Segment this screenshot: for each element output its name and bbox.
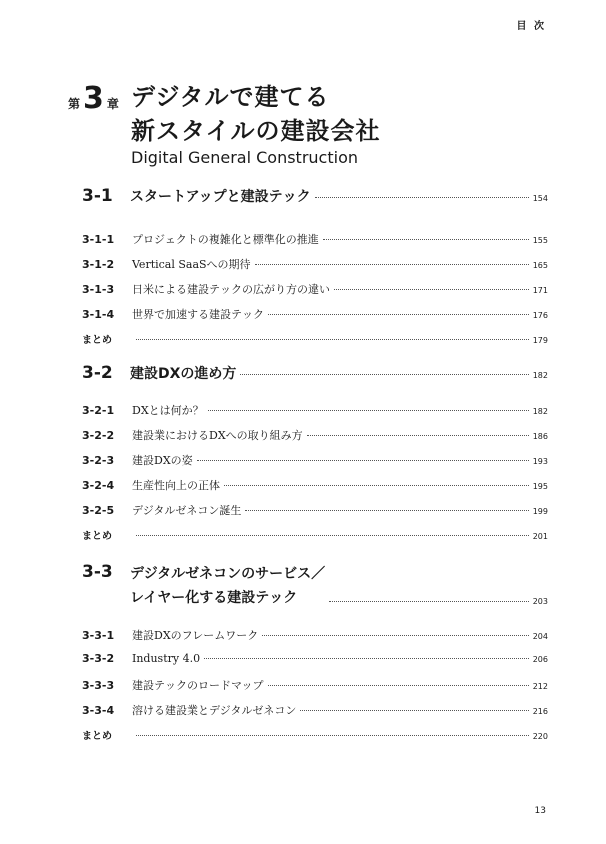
toc-number: 3-2 [82,363,113,383]
toc-page: 193 [532,457,548,466]
toc-title: 世界で加速する建設テック [132,308,264,321]
toc-page: 220 [532,732,548,741]
toc-number: まとめ [82,731,112,742]
toc-page: 165 [532,261,548,270]
toc-number: 3-2-4 [82,479,115,492]
toc-title: DXとは何か？ [132,404,204,417]
chapter-number: 3 [83,81,104,116]
toc-item-3-3-4[interactable] [82,702,548,718]
toc-summary-3-1[interactable] [82,331,548,346]
toc-item-3-1-3[interactable] [82,281,548,297]
toc-summary-3-3[interactable] [82,727,548,742]
toc-number: 3-2-1 [82,404,115,417]
toc-page: 212 [532,682,548,691]
toc-page: 182 [532,371,548,380]
dot-leader [197,460,529,461]
chapter-prefix: 第 [68,97,81,111]
dot-leader [300,710,528,711]
toc-number: 3-3-1 [82,629,115,642]
toc-number: 3-1-2 [82,258,115,271]
toc-item-3-2-3[interactable] [82,452,548,468]
dot-leader [307,435,529,436]
toc-item-3-1-2[interactable] [82,256,548,272]
toc-title: 建設DXの進め方 [130,366,237,382]
header-label: 目 次 [516,21,546,32]
toc-page: 171 [532,286,548,295]
toc-number: 3-1-3 [82,283,115,296]
chapter-suffix: 章 [106,97,119,111]
dot-leader [323,239,529,240]
toc-number: 3-1 [82,186,113,206]
toc-item-3-2-2[interactable] [82,427,548,443]
toc-number: 3-3-3 [82,679,115,692]
toc-title: 日米による建設テックの広がり方の違い [132,283,330,296]
chapter-title-english: Digital General Construction [131,148,358,167]
toc-page: 154 [532,194,548,203]
toc-item-3-2-1[interactable] [82,402,548,418]
toc-title: Industry 4.0 [132,652,201,665]
toc-title-line1: デジタルゼネコンのサービス／ [130,566,326,582]
chapter-title-line2: 新スタイルの建設会社 [131,117,381,145]
toc-number: 3-2-5 [82,504,115,517]
toc-item-3-3-1[interactable] [82,627,548,643]
toc-number: 3-2-3 [82,454,115,467]
toc-page: 206 [532,655,548,664]
dot-leader [240,374,528,375]
dot-leader [262,635,529,636]
toc-page: 195 [532,482,548,491]
toc-section-3-2[interactable] [82,363,548,383]
toc-summary-3-2[interactable] [82,527,548,542]
dot-leader [136,339,529,340]
toc-title: 建設DXのフレームワーク [132,629,259,642]
dot-leader [136,735,529,736]
chapter-title [131,80,381,148]
toc-item-3-3-2[interactable] [82,652,548,665]
dot-leader [334,289,529,290]
toc-section-3-3[interactable] [82,562,548,610]
toc-title: Vertical SaaSへの期待 [132,258,251,271]
toc-item-3-1-4[interactable] [82,306,548,322]
dot-leader [255,264,529,265]
toc-title: 溶ける建設業とデジタルゼネコン [132,704,297,717]
toc-page: 179 [532,336,548,345]
toc-number: まとめ [82,335,112,346]
toc-page: 201 [532,532,548,541]
dot-leader [224,485,529,486]
toc-page: 204 [532,632,548,641]
toc-item-3-3-3[interactable] [82,677,548,693]
page-number: 13 [534,806,546,816]
dot-leader [329,601,529,602]
dot-leader [245,510,528,511]
dot-leader [268,685,529,686]
toc-title: デジタルゼネコン誕生 [132,504,242,517]
toc-title-line2: レイヤー化する建設テック [130,590,298,606]
toc-item-3-2-4[interactable] [82,477,548,493]
dot-leader [204,658,529,659]
toc-number: 3-2-2 [82,429,115,442]
toc-title: 建設テックのロードマップ [132,679,264,692]
toc-title: 生産性向上の正体 [132,479,220,492]
toc-title: 建設業におけるDXへの取り組み方 [132,429,303,442]
toc-number: 3-3-2 [82,652,115,665]
chapter-title-line1: デジタルで建てる [131,83,330,111]
dot-leader [268,314,529,315]
toc-title: 建設DXの姿 [132,454,193,467]
toc-page: 182 [532,407,548,416]
toc-number: 3-1-4 [82,308,115,321]
toc-page: 155 [532,236,548,245]
toc-title: プロジェクトの複雑化と標準化の推進 [132,233,319,246]
toc-page: 216 [532,707,548,716]
toc-page: 186 [532,432,548,441]
chapter-number-mark [68,81,119,116]
dot-leader [136,535,529,536]
toc-title [130,562,325,610]
toc-item-3-1-1[interactable] [82,231,548,247]
toc-number: まとめ [82,531,112,542]
toc-item-3-2-5[interactable] [82,502,548,518]
toc-section-3-1[interactable] [82,186,548,206]
toc-number: 3-3-4 [82,704,115,717]
toc-page: 199 [532,507,548,516]
toc-page: 176 [532,311,548,320]
toc-title: スタートアップと建設テック [130,189,311,205]
toc-number: 3-1-1 [82,233,115,246]
dot-leader [315,197,529,198]
toc-page: 203 [532,597,548,606]
dot-leader [208,410,529,411]
toc-number: 3-3 [82,562,113,582]
